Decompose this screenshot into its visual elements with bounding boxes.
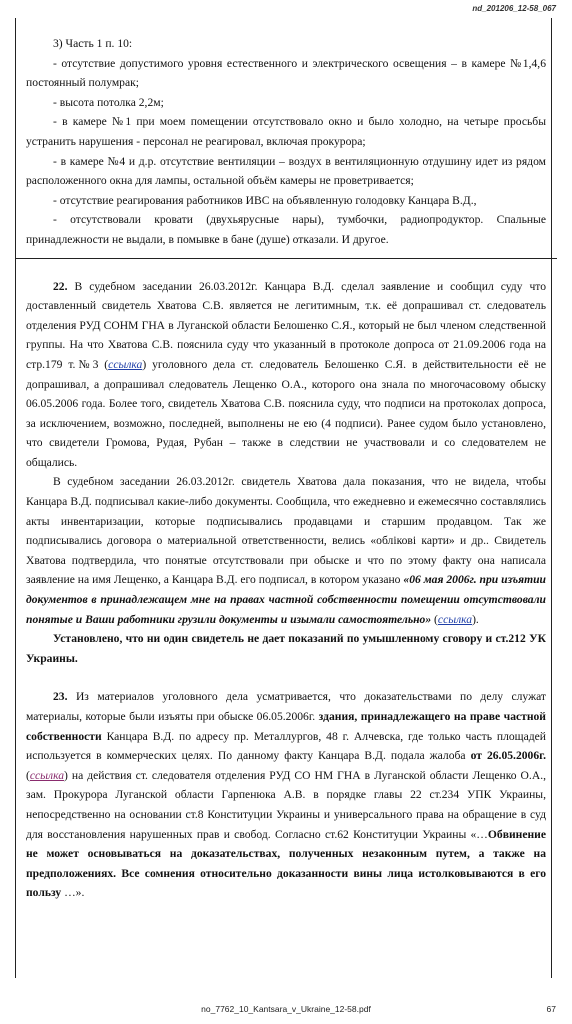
conclusion-text: Установлено, что ни один свидетель не дает показаний по умышленному сговору и ст.212 УК Украины. (26, 632, 546, 665)
section-23 (26, 687, 546, 903)
paragraph-text: …». (61, 886, 85, 900)
section-22 (26, 277, 546, 669)
paragraph-number: 23. (53, 690, 68, 704)
paragraph-text: Канцара В.Д. по адресу пр. Металлургов, 48 г. Алчевска, где только часть площадей используется в коммерческих целях. По данному факту Канцара В.Д. подала жалоба (26, 729, 546, 763)
paragraph-text: В судебном заседании 26.03.2012г. свидетель Хватова дала показания, что не видела, чтобы Канцара В.Д. подписывал какие-либо документы. Сообщила, что ежедневно и ежемесячно составлялись акты инвентаризации, которые подписывались продавцами и старшим продавцом. Так же подписывались договора о материальной ответственности, велись «облікові карти» и др.. Свидетель Хватова подтвердила, что понятые отсутствовали при обыске и что по этому факту она написала заявление на имя Лещенко, а Канцара В.Д. его подписал, в котором указано (26, 475, 546, 587)
quote-text: «06 мая 2006г. при изъятии документов в принадлежащем мне на правах частной собственности помещении отсутствовали понятые и Ваши работники грузили документы и изымали самостоятельно» (26, 573, 546, 626)
document-stamp: nd_201206_12-58_067 (472, 4, 556, 13)
spacer (26, 668, 546, 687)
paragraph-23: 23. Из материалов уголовного дела усматривается, что доказательствами по делу служат материалы, которые были изъяты при обыске 06.05.2006г. здания, принадлежащего на праве частной собственности Канцара В.Д. по адресу пр. Металлургов, 48 г. Алчевска, где только часть площадей используется в коммерческих целях. По данному факту Канцара В.Д. подала жалоба от 26.05.2006г. (ссылка) на действия ст. следователя отделения РУД СО НМ ГНА в Луганской области Лещенко О.А., зам. Прокурора Луганской области Гарпенюка А.В. в порядке главы 22 ст.234 УПК Украины, непосредственно на основании ст.8 Конституции Украины и универсального права на обращение в суд для восстановления нарушенных прав и свобод. Согласно ст.62 Конституции Украины «…Обвинение не может основываться на доказательствах, полученных незаконным путем, а также на предположениях. Все сомнения относительно доказанности вины лица истолковываются в его пользу …». (26, 690, 546, 900)
section-3 (26, 34, 546, 250)
bold-text: Обвинение не может основываться на доказательствах, полученных незаконным путем, а также на предположениях. Все сомнения относительно доказанности вины лица истолковываются в его пользу (26, 827, 546, 900)
page-number: 67 (546, 1004, 556, 1014)
conclusion (26, 629, 546, 668)
paragraph-number: 22. (53, 279, 68, 293)
list-item: - в камере №4 и д.р. отсутствие вентиляции – воздух в вентиляционную отдушину идет из рядом расположенного окна для лампы, остальной объём камеры не проветривается; (26, 154, 546, 188)
list-item: - отсутствие допустимого уровня естественного и электрического освещения – в камере №1,4,6 постоянный полумрак; (26, 56, 546, 90)
paragraph-text: ). (472, 612, 479, 626)
reference-link[interactable]: ссылка (437, 612, 473, 626)
section-3-heading: 3) Часть 1 п. 10: (53, 37, 133, 50)
paragraph-text: ) на действия ст. следователя отделения РУД СО НМ ГНА в Луганской области Лещенко О.А., зам. Прокурора Луганской области Гарпенюка А.В. в порядке главы 22 ст.234 УПК Украины, непосредственно на основании ст.8 Конституции Украины и универсального права на обращение в суд для восстановления нарушенных прав и свобод. Согласно ст.62 Конституции Украины «… (26, 768, 546, 841)
paragraph-text: В судебном заседании 26.03.2012г. Канцара В.Д. сделал заявление и сообщил суду что доставленный свидетель Хватова С.В. является не легитимным, т.к. её допрашивал ст. следователь отделения РУД СОНМ ГНА в Луганской области Белошенко С.Я., который не был членом следственной группы. На что Хватова С.В. пояснила суду что указанный в протоколе допроса от 21.09.2006 года на стр.179 т.№3 ( (26, 279, 546, 371)
reference-link[interactable]: ссылка (29, 768, 65, 782)
section-divider (15, 258, 557, 259)
paragraph-22-2: В судебном заседании 26.03.2012г. свидетель Хватова дала показания, что не видела, чтобы Канцара В.Д. подписывал какие-либо документы. Сообщила, что ежедневно и ежемесячно составлялись акты инвентаризации, которые подписывались продавцами и старшим продавцом. Так же подписывались договора о материальной ответственности, велись «облікові карти» и др.. Свидетель Хватова подтвердила, что понятые отсутствовали при обыске и что по этому факту она написала заявление на имя Лещенко, а Канцара В.Д. его подписал, в котором указано «06 мая 2006г. при изъятии документов в принадлежащем мне на правах частной собственности помещении отсутствовали понятые и Ваши работники грузили документы и изымали самостоятельно» (ссылка). (26, 475, 546, 626)
reference-link[interactable]: ссылка (108, 357, 143, 371)
footer-filename: no_7762_10_Kantsara_v_Ukraine_12-58.pdf (201, 1004, 371, 1014)
paragraph-text: Из материалов уголовного дела усматривается, что доказательствами по делу служат материалы, которые были изъяты при обыске 06.05.2006г. (26, 690, 546, 723)
list-item: - отсутствие реагирования работников ИВС на объявленную голодовку Канцара В.Д., (53, 193, 477, 207)
paragraph-22-1 (26, 277, 546, 473)
list-item: - отсутствовали кровати (двухьярусные нары), тумбочки, радиопродуктор. Спальные принадлежности не выдали, в помывке в бане (душе) отказали. И другое. (26, 213, 546, 246)
list-item: - в камере №1 при моем помещении отсутствовало окно и было холодно, на четыре просьбы устранить нарушения - персонал не реагировал, включая прокурора; (26, 115, 546, 148)
list-item: - высота потолка 2,2м; (53, 95, 164, 109)
bold-text: здания, принадлежащего на праве частной собственности (26, 710, 546, 743)
bold-text: от 26.05.2006г. (470, 749, 546, 763)
document-body (26, 34, 546, 903)
paragraph-text: ) уголовного дела ст. следователь Белошенко С.Я. в действительности её не допрашивал, а допрашивал следователь Лещенко О.А., которого она знала по многочасовому обыску 06.05.2006 года. Более того, свидетель Хватова С.В. пояснила суду, что подписи на протоколах допроса, за исключением, возможно, последней, выполнены не ею (4 подписи). Ранее судом было установлено, что свидетели Громова, Рудая, Рубан – также в следствии не участвовали и со следователем не общались. (26, 357, 546, 469)
